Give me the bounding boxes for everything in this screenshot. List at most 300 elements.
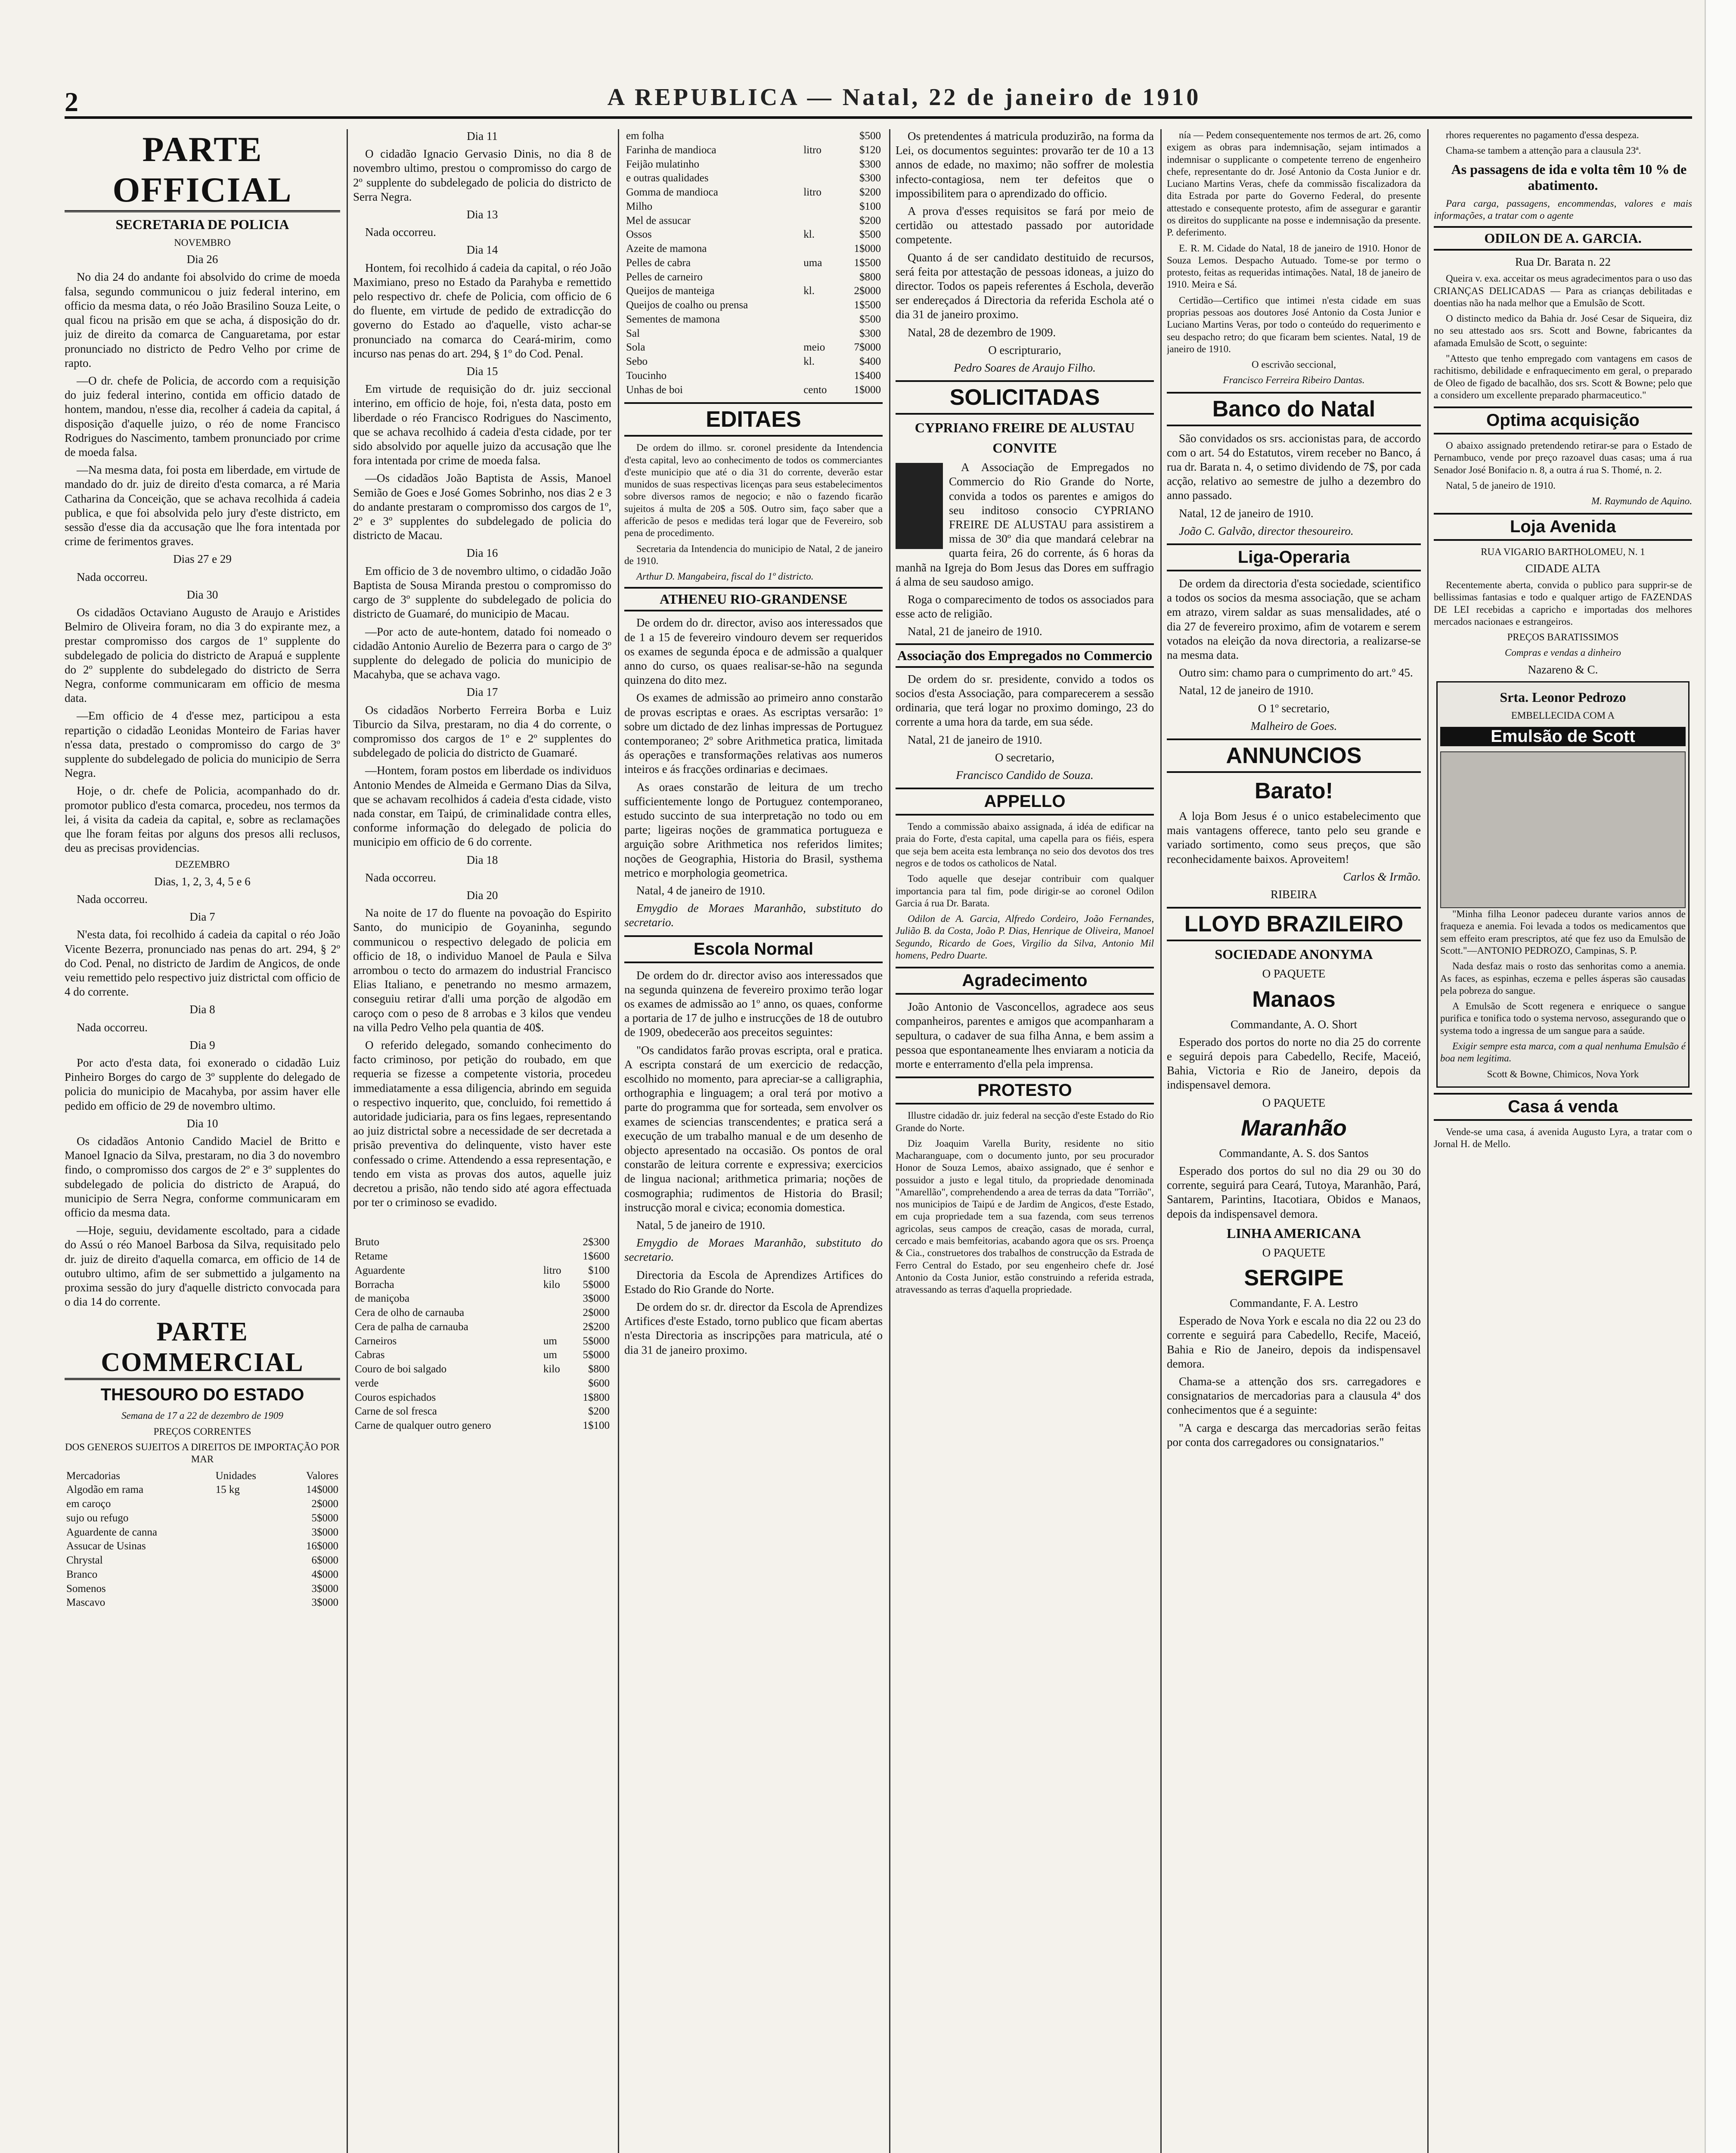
table-cell: em folha [626, 130, 664, 142]
table-row [624, 369, 883, 383]
paragraph: N'esta data, foi recolhido á cadeia da capital o réo João Vicente Bezerra, pronunciado nas penas do art. 294, § 2º do Cod. Penal, no districto de Jardim de Angicos, de onde veiu remettido pelo respectivo juiz districtal com officio de 4 do corrente. [65, 928, 340, 999]
paragraph: Os cidadãos Octaviano Augusto de Araujo e Aristides Belmiro de Oliveira foram, no dia 3 do expirante mez, a prestar compromisso dos cargos de 1º supplente do subdelegado de policia do districto de Arapuá e supplente do 2º supplente do subdelegado do districto de Serra Negra, conforme communicaram em officio de mesma data. [65, 605, 340, 705]
paragraph: O secretario, [995, 751, 1054, 764]
signature: Pedro Soares de Araujo Filho. [954, 361, 1096, 375]
escola-title: Escola Normal [624, 935, 883, 963]
paragraph: Directoria da Escola de Aprendizes Artifices do Estado do Rio Grande do Norte. [624, 1268, 883, 1296]
table-cell [214, 1497, 284, 1511]
table-row [624, 143, 883, 158]
table-cell: sujo ou refugo [66, 1512, 129, 1524]
day-heading: Dia 9 [189, 1038, 215, 1052]
page-edge [1705, 0, 1736, 2153]
table-cell: kl. [803, 285, 815, 297]
paragraph: —Hoje, seguiu, devidamente escoltado, para a cidade do Assú o réo Manoel Barbosa da Silva, requisitado pelo dr. juiz de direito d'aquella comarca, em officio de 14 de outubro ultimo, afim de ser submettido a julgamento na proxima sessão do jury d'aquelle districto convocada para o dia 14 do corrente. [65, 1224, 340, 1309]
signature: Emygdio de Moraes Maranhão, substituto do secretario. [624, 902, 883, 929]
table-cell: e outras qualidades [626, 172, 709, 184]
signature: João C. Galvão, director thesoureiro. [1179, 524, 1354, 537]
table-cell: meio [803, 341, 825, 354]
cross-icon [896, 463, 943, 549]
paragraph: De ordem do dr. director, aviso aos interessados que de 1 a 15 de fevereiro vindouro devem ser requeridos os exames de segunda época e de admissão a qualquer anno do curso, os quaes realisar-se-hão na segunda quinzena do dito mez. [624, 616, 883, 687]
table-cell: Farinha de mandioca [626, 144, 716, 156]
table-cell: Sementes de mamona [626, 313, 720, 325]
paragraph: Secretaria da Intendencia do municipio de Natal, 2 de janeiro de 1910. [624, 543, 883, 566]
table-row [65, 1497, 340, 1511]
table-cell [214, 1539, 284, 1554]
paragraph: Recentemente aberta, convida o publico para supprir-se de bellissimas fantasias e todo e qualquer artigo de FAZENDAS DE LEI recebidas a capricho e importadas dos melhores mercados nacionaes e estrangeiros. [1434, 580, 1692, 627]
table-cell: 1$000 [854, 384, 881, 396]
paragraph: O cidadão Ignacio Gervasio Dinis, no dia 8 de novembro ultimo, prestou o compromisso do cargo de 2º supplente do subdelegado de policia do districto de Serra Negra. [353, 147, 611, 203]
table-cell: $200 [859, 214, 881, 226]
table-cell [802, 171, 840, 186]
table-row [65, 1554, 340, 1568]
barato-title: Barato! [1254, 779, 1333, 804]
agent-name: ODILON DE A. GARCIA. [1434, 226, 1692, 251]
paquete-label: O PAQUETE [1262, 1096, 1326, 1109]
linha-label: LINHA AMERICANA [1226, 1225, 1361, 1241]
paragraph: Por acto d'esta data, foi exonerado o cidadão Luiz Pinheiro Borges do cargo de 3º supplente do delegado de policia do municipio de Macahyba, por assim haver elle pedido em officio de 29 de novembro ultimo. [65, 1056, 340, 1112]
table-cell [542, 1292, 570, 1306]
table-row [353, 1391, 611, 1405]
table-cell [802, 298, 840, 313]
table-row [353, 1419, 611, 1433]
paragraph: Na noite de 17 do fluente na povoação do Espirito Santo, do municipio de Goyaninha, segundo communicou o respectivo delegado de policia em officio de 18, o individuo Manoel de Paula e Silva arrombou o tecto do armazem do industrial Francisco Elias Italiano, e penetrando no mesmo armazem, conseguiu retirar d'alli uma porção de algodão em caroço com o peso de 8 arrobas e 3 kilos que vendeu na villa Pedro Velho pela quantia de 40$. [353, 906, 611, 1034]
paragraph: —Os cidadãos João Baptista de Assis, Manoel Semião de Goes e José Gomes Sobrinho, nos dias 2 e 3 do andante prestaram o compromisso dos cargos de 1º, 2º e 3º supplentes do subdelegado de policia do districto de Macau. [353, 472, 611, 542]
ship-name: Manaos [1252, 987, 1336, 1012]
paragraph: As oraes constarão de leitura de um trecho sufficientemente longo de Portuguez contemporaneo, estudo succinto de sua interpretação no todo ou em parte; ligeiras noções de grammatica portugueza e arguição sobre Arithmetica nos referidos limites; noções de Geographia, Historia do Brasil, systhema metrico e morphologia geometrica. [624, 780, 883, 879]
protesto-title: PROTESTO [896, 1076, 1154, 1104]
advert-label: EMBELLECIDA COM A [1511, 710, 1615, 721]
treasury-title: THESOURO DO ESTADO [100, 1385, 304, 1405]
annuncios-title: ANNUNCIOS [1167, 738, 1421, 773]
paragraph: Natal, 12 de janeiro de 1910. [1179, 684, 1314, 697]
paragraph: Quanto á de ser candidato destituido de recursos, será feita por attestação de pessoas idoneas, a juizo do director. Todos os papeis referentes á Eschola, deverão ser endereçados á Directoria da referida Eschola até o dia 31 de janeiro proximo. [896, 251, 1154, 321]
column-1 [65, 129, 340, 2153]
table-row [65, 1568, 340, 1582]
paragraph: Diz Joaquim Varella Burity, residente no sitio Macharanguape, com o documento junto, por seu procurador Honor de Souza Lemos, abaixo assignado, que é senhor e possuidor a justo e legal titulo, da propriedade denominada "Amarellão", comprehendendo a area de terras da data "Torrião", nos municipios de Taipú e de Jardim de Angicos, d'este Estado, em cuja propriedade tem a sua fazenda, com seus terrenos agricolas, seus campos de creação, casas de morada, curral, cercado e mais bemfeitorias, acabando agora que os srs. Proença & Cia., construetores dos trabalhos de construcção da Estrada de Ferro Central do Estado, por seu engenheiro chefe dr. José Antonio da Costa Junior, estão construindo a referida estrada, atravessando as terras d'aquella propriedade. [896, 1138, 1154, 1295]
paragraph: A loja Bom Jesus é o unico estabelecimento que mais vantagens offerece, tanto pelo seu grande e variado sortimento, como seus preços, que são reconhecidamente baixos. Aproveitem! [1167, 810, 1421, 866]
associacao-title: Associação dos Empregados no Commercio [896, 643, 1154, 668]
paragraph: Todo aquelle que desejar contribuir com qualquer importancia para tal fim, pode dirigir-se ao coronel Odilon Garcia á rua Dr. Barata. [896, 873, 1154, 909]
table-cell: 7$000 [854, 341, 881, 354]
day-heading: Dia 17 [466, 686, 498, 699]
column-4 [896, 129, 1154, 2153]
advert-company: Scott & Bowne, Chimicos, Nova York [1487, 1068, 1639, 1080]
table-cell [214, 1568, 284, 1582]
day-heading: Dia 16 [466, 546, 498, 560]
table-row [353, 1264, 611, 1278]
signature: Nazareno & C. [1528, 663, 1598, 676]
table-cell: 5$000 [311, 1512, 338, 1524]
table-cell [802, 327, 840, 341]
table-cell: um [543, 1335, 557, 1347]
paragraph: Esperado dos portos do norte no dia 25 do corrente e seguirá depois para Cabedello, Recife, Maceió, Bahia, Victoria e Rio de Janeiro, depois da indispensavel demora. [1167, 1035, 1421, 1092]
table-cell: $300 [859, 158, 881, 170]
table-cell: $120 [859, 144, 881, 156]
table-row [624, 214, 883, 228]
table-cell: 1$000 [854, 243, 881, 254]
table-row [65, 1511, 340, 1526]
table-cell: 2$000 [311, 1498, 338, 1510]
column-rule [618, 129, 619, 2153]
portrait-image [1440, 751, 1686, 908]
liga-title: Liga-Operaria [1167, 543, 1421, 571]
paragraph: A prova d'esses requisitos se fará por meio de certidão ou attestado passado por autoridade competente. [896, 205, 1154, 246]
paragraph: PREÇOS BARATISSIMOS [1507, 632, 1619, 643]
optima-title: Optima acquisição [1434, 406, 1692, 434]
table-cell: Toucinho [626, 369, 667, 382]
paragraph: Hontem, foi recolhido á cadeia da capital, o réo João Maximiano, preso no Estado da Parahyba e remettido pelo respectivo dr. chefe de Policia, com officio de 6 do fluente, em virtude de pedido de extradicção do governo do Estado ao d'aquelle, visto achar-se pronunciado na comarca do Ceará-mirim, como incurso nas penas do art. 294, § 1º do Cod. Penal. [353, 261, 611, 360]
table-cell: Feijão mulatinho [626, 158, 700, 170]
table-header-row [65, 1469, 340, 1483]
table-row [624, 341, 883, 355]
price-table-continued [353, 1235, 611, 1433]
signature: Odilon de A. Garcia, Alfredo Cordeiro, João Fernandes, Julião B. da Costa, João P. Dias, Henrique de Oliveira, Manoel Segundo, Ricardo de Goes, Virgilio da Silva, Antonio Mil homens, Pedro Duarte. [896, 913, 1154, 961]
signature: Emygdio de Moraes Maranhão, substituto do secretario. [624, 1236, 883, 1264]
table-row [624, 186, 883, 200]
table-cell: Chrystal [66, 1554, 103, 1566]
table-cell: $200 [859, 186, 881, 198]
paragraph: De ordem do sr. dr. director da Escola de Aprendizes Artifices d'este Estado, torno publico que ficam abertas n'esta Directoria as inscripções para matricula, até o dia 31 de janeiro proximo. [624, 1300, 883, 1356]
paquete-label: O PAQUETE [1262, 1246, 1326, 1259]
table-cell: Borracha [355, 1278, 394, 1291]
table-cell: Sebo [626, 356, 648, 367]
table-cell: Couros espichados [355, 1391, 436, 1403]
table-row [624, 270, 883, 285]
column-rule [1160, 129, 1162, 2153]
loja-location: CIDADE ALTA [1525, 562, 1601, 575]
table-cell: $200 [588, 1405, 610, 1418]
table-cell: $400 [859, 356, 881, 367]
table-cell: uma [803, 257, 822, 269]
table-cell: 1$600 [583, 1250, 610, 1263]
table-cell: Pelles de cabra [626, 257, 691, 269]
paragraph: Nada occorreu. [77, 1021, 148, 1034]
paragraph: nía — Pedem consequentemente nos termos de art. 26, como exigem as obras para indemnisação, sejam intimados a indemnisar o supplicante o competente terreno de engenheiro chefe, representante do dr. José Antonio da Costa Junior e dr. Luciano Martins Veras, chefe da commissão fiscalizadora da dita Estrada por parte do Governo Federal, do presente attestado e consequente protesto, afim de assegurar e garantir os direitos do supplicante na posse e indemnisação da presente. P. deferimento. [1167, 130, 1421, 238]
table-cell: Cera de olho de carnauba [355, 1307, 465, 1319]
table-row [624, 256, 883, 270]
ship-name: Maranhão [1241, 1115, 1347, 1141]
table-cell: Aguardente de canna [66, 1526, 157, 1538]
paragraph: Natal, 21 de janeiro de 1910. [908, 733, 1042, 746]
paragraph: Chama-se a attenção dos srs. carregadores e consignatarios de mercadorias para a clausula 4ª dos conhecimentos que é a seguinte: [1167, 1374, 1421, 1417]
paragraph: Natal, 5 de janeiro de 1910. [636, 1219, 766, 1232]
table-row [353, 1278, 611, 1292]
table-cell: 1$800 [583, 1391, 610, 1403]
table-cell: Algodão em rama [66, 1484, 144, 1496]
day-heading: Dia 11 [467, 130, 498, 143]
day-heading: Dia 30 [186, 588, 218, 601]
table-cell: 2$200 [583, 1321, 610, 1333]
lloyd-title: LLOYD BRAZILEIRO [1167, 907, 1421, 941]
table-cell: 6$000 [311, 1554, 338, 1566]
table-cell: 5$000 [583, 1349, 610, 1361]
paragraph: Os exames de admissão ao primeiro anno constarão de provas escriptas e oraes. As escriptas versarão: 1º sobre um dictado de dez linhas impressas de Portuguez contemporaneo; 2º sobre Arithmetica pratica, limitada ás operações e transformações relativas aos numeros inteiros e ás fracções ordinarias e decimaes. [624, 691, 883, 776]
table-cell: $100 [588, 1264, 610, 1276]
table-cell [802, 129, 840, 143]
table-row [65, 1483, 340, 1497]
table-row [624, 129, 883, 143]
table-cell: kl. [803, 229, 815, 241]
table-cell: Mel de assucar [626, 214, 691, 226]
subsection-title: SECRETARIA DE POLICIA [115, 217, 289, 232]
table-cell [802, 200, 840, 214]
paragraph: —Por acto de aute-hontem, datado foi nomeado o cidadão Antonio Aurelio de Bezerra para o cargo de 3º supplente do delegado de policia do municipio de Macahyba, que se achava vago. [353, 625, 611, 681]
table-cell: 3$000 [311, 1597, 338, 1609]
paragraph: "Os candidatos farão provas escripta, oral e pratica. A escripta constará de um exercicio de redacção, escolhido no momento, para apreciar-se a calligraphia, orthographia e linguagem; a oral terá por motivo a parte do programma que for sorteada, sem envolver os exames de sciencias transcendentes; e pratica será a execução de um trabalho manual e de um desenho de objecto apresentado na occasião. Os pontos de oral constarão de leitura corrente e expressiva; exercicios de lingua nacional; arithmetica primaria; noções de cosmographia; rudimentos de Historia do Brasil; instrucção moral e civica; economia domestica. [624, 1043, 883, 1214]
paragraph: Os pretendentes á matricula produzirão, na forma da Lei, os documentos seguintes: provarão ter de 10 a 13 annos de edade, no maximo; não soffrer de molestia infecto-contagiosa, nem ter defeitos que o impossibilitem para o aprendizado do officio. [896, 130, 1154, 200]
paragraph: Nada occorreu. [365, 871, 436, 884]
table-row [624, 228, 883, 242]
paragraph: Exigir sempre esta marca, com a qual nenhuma Emulsão é boa nem legitima. [1440, 1041, 1686, 1064]
casa-title: Casa á venda [1434, 1093, 1692, 1121]
paragraph: Nada occorreu. [77, 892, 148, 906]
paragraph: Natal, 21 de janeiro de 1910. [908, 625, 1042, 638]
table-cell: Carne de qualquer outro genero [355, 1420, 491, 1432]
table-cell: 15 kg [215, 1484, 240, 1496]
table-cell [214, 1582, 284, 1596]
table-cell: Milho [626, 200, 653, 212]
table-row [353, 1334, 611, 1349]
table-cell [802, 242, 840, 256]
page-number: 2 [65, 87, 78, 117]
paragraph: Os cidadãos Antonio Candido Maciel de Britto e Manoel Ignacio da Silva, prestaram, no dia 3 do novembro findo, o compromisso dos cargos de 2º e 3º supplentes do subdelegado de policia do districto de Arapuá, do municipio de Serra Negra, conforme communicaram em officio da mesma data. [65, 1134, 340, 1219]
paragraph: —Na mesma data, foi posta em liberdade, em virtude de mandado do dr. juiz de direito d'esta comarca, a ré Maria Catharina da Conceição, que se achava recolhida á cadeia publica, e que foi absolvida pelo jury d'este districto, em sessão d'esse dia da accusação que lhe fora intentada por crime de ferimentos graves. [65, 463, 340, 548]
month-heading: DEZEMBRO [175, 859, 230, 870]
table-cell: Branco [66, 1568, 98, 1580]
paragraph: Nada desfaz mais o rosto das senhoritas como a anemia. As faces, as espinhas, eczema e pelles ásperas são causadas pela pobreza do sangue. [1440, 961, 1686, 996]
table-cell: 3$000 [311, 1582, 338, 1595]
prices-subheading: DOS GENEROS SUJEITOS A DIREITOS DE IMPORTAÇÃO POR MAR [65, 1441, 340, 1465]
table-row [624, 158, 883, 172]
table-cell: 2$300 [583, 1236, 610, 1248]
table-cell [802, 270, 840, 285]
table-cell: Assucar de Usinas [66, 1540, 146, 1552]
table-cell [214, 1526, 284, 1540]
table-cell: Pelles de carneiro [626, 271, 703, 283]
commander: Commandante, A. S. dos Santos [1219, 1146, 1369, 1160]
day-heading: Dia 13 [466, 208, 498, 221]
scott-advert [1436, 681, 1690, 1088]
prices-heading: PREÇOS CORRENTES [153, 1426, 251, 1437]
solicitadas-title: SOLICITADAS [896, 380, 1154, 415]
appello-title: APPELLO [896, 788, 1154, 816]
table-cell: Mascavo [66, 1597, 105, 1609]
advert-name: Srta. Leonor Pedrozo [1500, 689, 1626, 705]
location-label: RIBEIRA [1271, 888, 1317, 901]
advert-caption: "Minha filha Leonor padeceu durante varios annos de fraqueza e anemia. Foi levada a todos os medicamentos que sem effeito eram prescriptos, até que fez uso da Emulsão de Scott."—ANTONIO PEDROZO, Campinas, S. P. [1440, 909, 1686, 956]
table-cell [542, 1235, 570, 1250]
table-cell: verde [355, 1377, 379, 1389]
paragraph: Certidão—Certifico que intimei n'esta cidade em suas proprias pessoas aos doutores José Antonio da Costa Junior e Luciano Martins Veras, por todo o conteúdo do requerimento e seu despacho retro; do que ficaram bem scientes. Natal, 19 de janeiro de 1910. [1167, 295, 1421, 354]
advert-product: Emulsão de Scott [1440, 727, 1686, 746]
price-table-continued [624, 129, 883, 397]
column-5 [1167, 129, 1421, 2153]
day-heading: Dia 14 [466, 243, 498, 257]
table-row [353, 1306, 611, 1320]
table-body [624, 129, 883, 397]
paragraph: A Emulsão de Scott regenera e enriquece o sangue purifica e tonifica todo o systema nervoso, assegurando que o systema todo a ingressa de um sangue para a saúde. [1440, 1001, 1686, 1036]
table-row [624, 242, 883, 256]
commercial-title: PARTE COMMERCIAL [65, 1317, 340, 1380]
table-cell [542, 1306, 570, 1320]
table-cell: litro [803, 186, 822, 198]
paragraph: Illustre cidadão dr. juiz federal na secção d'este Estado do Rio Grande do Norte. [896, 1110, 1154, 1133]
paragraph: Roga o comparecimento de todos os associados para esse acto de religião. [896, 593, 1154, 620]
loja-title: Loja Avenida [1434, 513, 1692, 541]
paragraph: O distincto medico da Bahia dr. José Cesar de Siqueira, diz no seu attestado aos srs. Scott and Bowne, fabricantes da afamada Emulsão de Scott, o seguinte: [1434, 313, 1692, 348]
table-cell: 2$000 [583, 1307, 610, 1319]
notice: As passagens de ida e volta têm 10 % de abatimento. [1451, 161, 1687, 193]
table-cell [542, 1320, 570, 1334]
table-cell: Carneiros [355, 1335, 397, 1347]
column-rule [889, 129, 890, 2153]
table-cell: 1$500 [854, 257, 881, 269]
table-header: Unidades [215, 1470, 256, 1482]
paragraph: —O dr. chefe de Policia, de accordo com a requisição do juiz federal interino, contida em officio datado de hontem, mandou, n'esse dia, recolher á cadeia da capital, á disposição d'aquelle juizo, o réo de nome Francisco Rodrigues do Nascimento, tambem pronunciado por crime de moeda falsa. [65, 374, 340, 459]
table-cell: $100 [859, 200, 881, 212]
column-6 [1434, 129, 1692, 2153]
table-row [624, 298, 883, 313]
paragraph: Natal, 28 de dezembro de 1909. [908, 326, 1056, 339]
table-row [624, 327, 883, 341]
paragraph: Nada occorreu. [77, 570, 148, 583]
day-heading: Dia 10 [186, 1117, 218, 1130]
signature: Francisco Candido de Souza. [956, 768, 1094, 782]
table-cell [542, 1377, 570, 1391]
convite-heading: CONVITE [992, 440, 1057, 456]
signature: Carlos & Irmão. [1343, 870, 1421, 883]
day-heading: Dia 8 [189, 1003, 215, 1016]
table-row [624, 355, 883, 369]
paragraph: Vende-se uma casa, á avenida Augusto Lyra, a tratar com o Jornal H. de Mello. [1434, 1126, 1692, 1150]
table-cell: 1$500 [854, 299, 881, 311]
table-cell: 4$000 [311, 1568, 338, 1580]
paragraph: Tendo a commissão abaixo assignada, á idéa de edificar na praia do Forte, d'esta capital, uma capella para os fiéis, espera que seja bem aceita esta lembrança no seio dos devotos dos tres negros e de todos os catholicos de Natal. [896, 821, 1154, 869]
agradecimento-title: Agradecimento [896, 967, 1154, 995]
table-cell: 5$000 [583, 1278, 610, 1291]
table-cell [802, 313, 840, 327]
table-row [353, 1362, 611, 1377]
table-row [624, 383, 883, 397]
table-row [353, 1292, 611, 1306]
table-cell: kilo [543, 1363, 560, 1375]
table-cell [802, 158, 840, 172]
paragraph: Outro sim: chamo para o cumprimento do art.º 45. [1179, 666, 1413, 679]
paragraph: "Attesto que tenho empregado com vantagens em casos de rachitismo, debilidade e enfraquecimento em geral, o preparado de Oleo de figado de bacalhão, dos srs. Scott & Bowne; pelo que a considero um excellente preparado pharmaceutico." [1434, 353, 1692, 400]
paragraph: Natal, 12 de janeiro de 1910. [1179, 506, 1314, 520]
table-cell: 3$000 [583, 1293, 610, 1305]
banco-title: Banco do Natal [1167, 392, 1421, 426]
sociedade-label: SOCIEDADE ANONYMA [1215, 946, 1373, 962]
table-cell: $300 [859, 172, 881, 184]
table-header: Mercadorias [66, 1470, 120, 1482]
paragraph: No dia 24 do andante foi absolvido do crime de moeda falsa, segundo communicou o juiz federal interino, em officio da mesma data, o réo João Brasilino Souza Leite, o qual ficou na prisão em que se acha, á disposição do dr. juiz de direito da comarca de Canguaretama, por estar pronunciado no districto de Pedro Velho por crime de rapto. [65, 270, 340, 369]
paragraph: A Associação de Empregados no Commercio do Rio Grande do Norte, convida a todos os parentes e amigos do seu inditoso consocio CYPRIANO FREIRE DE ALUSTAU para assistirem a missa de 30º dia que mandará celebrar na quarta feira, 26 do corrente, ás 6 horas da manhã na Igreja do Bom Jesus das Dores em suffragio á alma de seu saudoso amigo. [896, 461, 1154, 588]
table-cell: Queijos de coalho ou prensa [626, 299, 748, 311]
table-cell: $600 [588, 1377, 610, 1389]
table-cell [802, 214, 840, 228]
paragraph: —Hontem, foram postos em liberdade os individuos Antonio Mendes de Almeida e Germano Dias da Silva, que se achavam recolhidos á cadeia d'esta cidade, visto nada constar, em Taipú, de criminalidade contra elles, conforme informação do delegado de policia do municipio em officio de 6 do corrente. [353, 764, 611, 849]
paragraph: E. R. M. Cidade do Natal, 18 de janeiro de 1910. Honor de Souza Lemos. Despacho Autuado. Tome-se por termo o protesto, feitas as requeridas intimações. Natal, 18 de janeiro de 1910. Meira e Sá. [1167, 242, 1421, 290]
table-cell [542, 1405, 570, 1419]
signature: Francisco Ferreira Ribeiro Dantas. [1223, 375, 1365, 386]
table-cell: Somenos [66, 1582, 106, 1595]
column-3 [624, 129, 883, 2153]
commander: Commandante, F. A. Lestro [1230, 1296, 1358, 1309]
table-cell: Sola [626, 341, 645, 354]
table-cell: $800 [859, 271, 881, 283]
paragraph: De ordem do sr. presidente, convido a todos os socios d'esta Associação, para comparecerem a sessão ordinaria, que terá logar no proximo domingo, 23 do corrente a uma hora da tarde, em sua séde. [896, 672, 1154, 729]
table-cell: $800 [588, 1363, 610, 1375]
editaes-title: EDITAES [624, 402, 883, 437]
table-cell: 1$100 [583, 1420, 610, 1432]
paragraph: De ordem do illmo. sr. coronel presidente da Intendencia d'esta capital, levo ao conhecimento de todos os commerciantes d'este municipio que até o dia 31 do corrente, deverão estar munidos de suas respectivas licenças para seus estabelecimentos sobre diversos ramos de negocio; e não o fazendo ficarão sujeitos á multa de 20$ a 50$. Outro sim, faço saber que a affericão de pesos e medidas terá logar que de Fevereiro, sob pena de procedimento. [624, 442, 883, 539]
table-cell: cento [803, 384, 827, 396]
masthead: A REPUBLICA — Natal, 22 de janeiro de 1910 [607, 84, 1201, 111]
paragraph: Compras e vendas a dinheiro [1504, 647, 1621, 658]
table-cell: em caroço [66, 1498, 111, 1510]
table-cell: Gomma de mandioca [626, 186, 718, 198]
obituary-name: CYPRIANO FREIRE DE ALUSTAU [914, 420, 1135, 436]
table-cell: Unhas de boi [626, 384, 683, 396]
table-row [353, 1348, 611, 1362]
table-cell [802, 369, 840, 383]
table-cell: Aguardente [355, 1264, 405, 1276]
table-row [353, 1320, 611, 1334]
day-heading: Dia 15 [466, 365, 498, 378]
signature: Arthur D. Mangabeira, fiscal do 1º districto. [636, 571, 814, 582]
paragraph: João Antonio de Vasconcellos, agradece aos seus companheiros, parentes e amigos que acompanharam a sepultura, o cadaver de sua filha Anna, e bem assim a pessoa que espontaneamente lhes enviaram a noticia da morte e enterramento d'ella pela imprensa. [896, 1000, 1154, 1071]
page-header [65, 86, 1692, 119]
table-row [65, 1582, 340, 1596]
paragraph: Hoje, o dr. chefe de Policia, acompanhado do dr. promotor publico d'esta comarca, procedeu, nos termos da lei, á visita da cadeia da capital, e, sobre as reclamações que lhe foram feitas por alguns dos presos alli reclusos, deu as precisas providencias. [65, 784, 340, 855]
table-cell: 5$000 [583, 1335, 610, 1347]
table-cell: de maniçoba [355, 1293, 410, 1305]
commander: Commandante, A. O. Short [1231, 1018, 1357, 1031]
table-cell [542, 1250, 570, 1264]
day-heading: Dias, 1, 2, 3, 4, 5 e 6 [154, 875, 251, 888]
table-header: Valores [306, 1470, 338, 1482]
table-row [353, 1250, 611, 1264]
table-cell: Ossos [626, 229, 652, 241]
table-cell: $500 [859, 130, 881, 142]
paragraph: O escripturario, [988, 343, 1061, 357]
table-cell: Bruto [355, 1236, 379, 1248]
table-row [65, 1526, 340, 1540]
day-heading: Dia 7 [189, 910, 215, 924]
table-cell: Azeite de mamona [626, 243, 707, 254]
paragraph: O 1º secretario, [1258, 701, 1330, 715]
table-cell: $500 [859, 229, 881, 241]
table-cell [214, 1511, 284, 1526]
table-cell: Sal [626, 327, 640, 339]
column-2 [353, 129, 611, 2153]
table-row [624, 313, 883, 327]
table-cell: Queijos de manteiga [626, 285, 715, 297]
table-cell: 2$000 [854, 285, 881, 297]
table-cell: kl. [803, 356, 815, 367]
table-cell: Couro de boi salgado [355, 1363, 447, 1375]
loja-address: RUA VIGARIO BARTHOLOMEU, N. 1 [1481, 546, 1645, 557]
column-rule [347, 129, 348, 2153]
paragraph: Natal, 5 de janeiro de 1910. [1446, 480, 1556, 491]
table-row [65, 1596, 340, 1610]
table-body [65, 1483, 340, 1610]
table-cell [214, 1554, 284, 1568]
table-row [353, 1235, 611, 1250]
table-cell: litro [803, 144, 822, 156]
table-cell: Carne de sol fresca [355, 1405, 437, 1418]
